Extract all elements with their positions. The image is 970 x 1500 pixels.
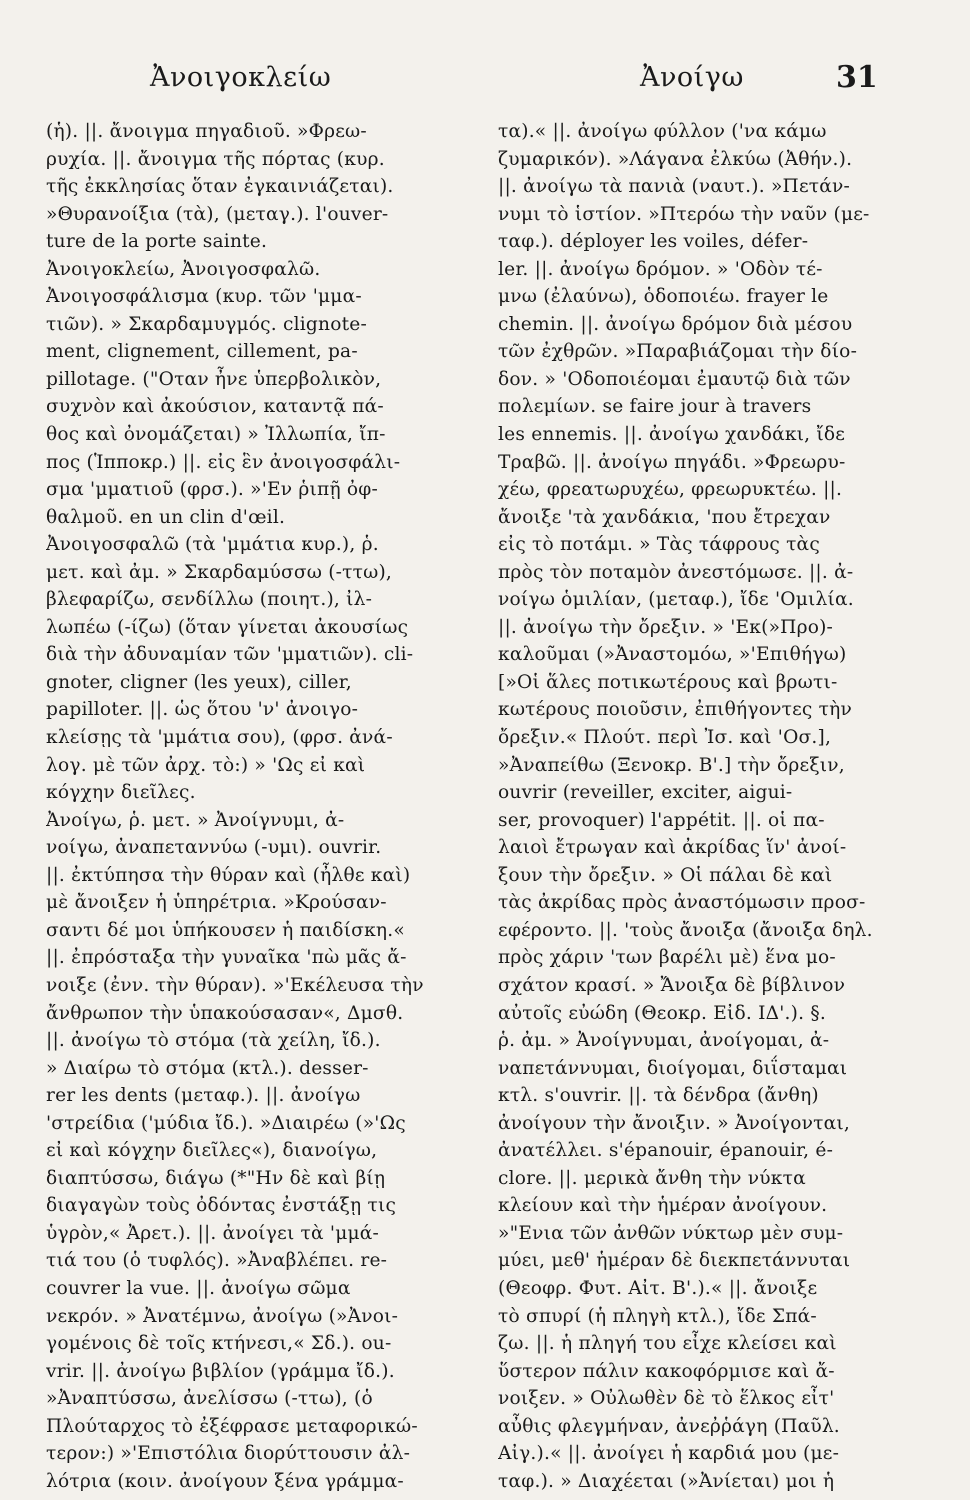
left-column-line: σαντι δέ μοι ὑπήκουσεν ἡ παιδίσκη.« bbox=[46, 919, 405, 941]
left-column-line: Ἀνοιγοσφαλῶ (τὰ 'μμάτια κυρ.), ῥ. bbox=[46, 534, 379, 556]
right-column-line: χέω, φρεατωρυχέω, φρεωρυκτέω. ||. bbox=[498, 479, 843, 501]
left-column-line: μετ. καὶ ἀμ. » Σκαρδαμύσσω (-ττω), bbox=[46, 561, 393, 583]
left-column-line: γομένοις δὲ τοῖς κτήνεσι,« Σδ.). ou- bbox=[46, 1333, 392, 1355]
left-column-line: Ἀνοίγω, ῥ. μετ. » Ἀνοίγνυμι, ἀ- bbox=[46, 809, 345, 831]
right-column-line: μνω (ἐλαύνω), ὁδοποιέω. frayer le bbox=[498, 286, 829, 308]
left-column-line: ||. ἐπρόσταξα τὴν γυναῖκα 'πὼ μᾶς ἄ- bbox=[46, 947, 407, 969]
left-column-line: »Θυρανοίξια (τὰ), (μεταγ.). l'ouver- bbox=[46, 203, 389, 225]
left-column-line: τιά του (ὁ τυφλός). »Ἀναβλέπει. re- bbox=[46, 1250, 388, 1272]
right-column-line: chemin. ||. ἀνοίγω δρόμον διὰ μέσου bbox=[498, 313, 853, 335]
right-column-line: καλοῦμαι (»Ἀναστομόω, »'Επιθήγω) bbox=[498, 644, 847, 666]
left-column-line: rer les dents (μεταφ.). ||. ἀνοίγω bbox=[46, 1085, 361, 1107]
right-column-line: ὕστερον πάλιν κακοφόρμισε καὶ ἄ- bbox=[498, 1360, 835, 1382]
right-column-line: πολεμίων. se faire jour à travers bbox=[498, 396, 812, 418]
right-column-line: ἀνοίγουν τὴν ἄνοιξιν. » Ἀνοίγονται, bbox=[498, 1112, 850, 1134]
right-column-line: τῶν ἐχθρῶν. »Παραβιάζομαι τὴν δίο- bbox=[498, 341, 858, 363]
right-column-line: αὐτοῖς εὐώδη (Θεοκρ. Εἰδ. ΙΔ'.). §. bbox=[498, 1002, 826, 1024]
left-column-line: ἄνθρωπον τὴν ὑπακούσασαν«, Δμσθ. bbox=[46, 1002, 404, 1024]
right-column-line: τα).« ||. ἀνοίγω φύλλον ('να κάμω bbox=[498, 121, 827, 142]
right-column-line: »"Ενια τῶν ἀνθῶν νύκτωρ μὲν συμ- bbox=[498, 1222, 844, 1244]
left-column-line: ture de la porte sainte. bbox=[46, 231, 268, 253]
right-column-line: τὰς ἀκρίδας πρὸς ἀναστόμωσιν προσ- bbox=[498, 892, 866, 914]
right-column-line: δον. » 'Οδοποιέομαι ἐμαυτῷ διὰ τῶν bbox=[498, 368, 851, 390]
left-column-line: λωπέω (-ίζω) (ὅταν γίνεται ἀκουσίως bbox=[46, 616, 409, 638]
right-column-line: κωτέρους ποιοῦσιν, ἐπιθήγοντες τὴν bbox=[498, 699, 852, 721]
right-column-line: κλείουν καὶ τὴν ἡμέραν ἀνοίγουν. bbox=[498, 1195, 828, 1217]
right-column-line: ||. ἀνοίγω τὴν ὄρεξιν. » 'Εκ(»Προ)- bbox=[498, 616, 834, 638]
right-column-line: εἰς τὸ ποτάμι. » Τὰς τάφρους τὰς bbox=[498, 534, 820, 556]
header-left-headword: Ἀνοιγοκλείω bbox=[150, 62, 332, 93]
left-column-line: gnoter, cligner (les yeux), ciller, bbox=[46, 671, 352, 693]
right-column-line: σχάτον κρασί. » Ἄνοιξα δὲ βίβλινον bbox=[498, 974, 846, 996]
right-column-line: πρὸς τὸν ποταμὸν ἀνεστόμωσε. ||. ἀ- bbox=[498, 561, 854, 583]
right-column-line: ὄρεξιν.« Πλούτ. περὶ Ἰσ. καὶ 'Οσ.], bbox=[498, 727, 832, 749]
left-column-line: vrir. ||. ἀνοίγω βιβλίον (γράμμα ἴδ.). bbox=[46, 1360, 395, 1382]
left-column-line: ||. ἀνοίγω τὸ στόμα (τὰ χείλη, ἴδ.). bbox=[46, 1030, 381, 1052]
left-column-line: ment, clignement, cillement, pa- bbox=[46, 341, 358, 363]
right-column-line: αὖθις φλεγμήναν, ἀνεῤῥάγη (Παῦλ. bbox=[498, 1415, 840, 1437]
right-column-line: τὸ σπυρί (ἡ πληγὴ κτλ.), ἴδε Σπά- bbox=[498, 1305, 817, 1327]
page-number: 31 bbox=[836, 60, 878, 95]
right-column-line: κτλ. s'ouvrir. ||. τὰ δένδρα (ἄνθη) bbox=[498, 1085, 819, 1107]
left-column bbox=[46, 118, 476, 1495]
right-column-line: νοιξεν. » Οὐλωθὲν δὲ τὸ ἕλκος εἶτ' bbox=[498, 1388, 835, 1410]
header-right-headword: Ἀνοίγω bbox=[640, 62, 744, 93]
left-column-line: ρυχία. ||. ἄνοιγμα τῆς πόρτας (κυρ. bbox=[46, 148, 385, 170]
right-column-line: ξουν τὴν ὄρεξιν. » Οἱ πάλαι δὲ καὶ bbox=[498, 864, 833, 886]
left-column-line: ||. ἐκτύπησα τὴν θύραν καὶ (ἦλθε καὶ) bbox=[46, 864, 411, 886]
left-column-line: μὲ ἄνοιξεν ἡ ὑπηρέτρια. »Κρούσαν- bbox=[46, 892, 387, 914]
right-column-line: les ennemis. ||. ἀνοίγω χανδάκι, ἴδε bbox=[498, 424, 846, 446]
left-column-line: Πλούταρχος τὸ ἐξέφρασε μεταφορικώ- bbox=[46, 1415, 418, 1437]
left-column-line: συχνὸν καὶ ἀκούσιον, καταντᾷ πά- bbox=[46, 396, 384, 418]
right-column-line: ζω. ||. ἡ πληγή του εἶχε κλείσει καὶ bbox=[498, 1333, 837, 1355]
right-column-line: (Θεοφρ. Φυτ. Αἰτ. Β'.).« ||. ἄνοιξε bbox=[498, 1277, 818, 1299]
left-column-line: διὰ τὴν ἀδυναμίαν τῶν 'μματιῶν). cli- bbox=[46, 644, 414, 666]
left-column-line: τερον:) »'Επιστόλια διορύττουσιν ἀλ- bbox=[46, 1443, 411, 1465]
left-column-line: » Διαίρω τὸ στόμα (κτλ.). desser- bbox=[46, 1057, 369, 1079]
left-column-line: τιῶν). » Σκαρδαμυγμός. clignote- bbox=[46, 313, 367, 335]
right-column-line: μύει, μεθ' ἡμέραν δὲ διεκπετάννυται bbox=[498, 1250, 851, 1272]
running-head bbox=[0, 62, 970, 102]
left-column-line: λογ. μὲ τῶν ἀρχ. τὸ:) » 'Ως εἰ καὶ bbox=[46, 754, 366, 776]
left-column-line: »Ἀναπτύσσω, ἀνελίσσω (-ττω), (ὁ bbox=[46, 1388, 373, 1410]
right-column bbox=[498, 118, 928, 1495]
left-column-line: τῆς ἐκκλησίας ὅταν ἐγκαινιάζεται). bbox=[46, 176, 394, 198]
left-column-line: λότρια (κοιν. ἀνοίγουν ξένα γράμμα- bbox=[46, 1470, 404, 1492]
right-column-line: λαιοὶ ἔτρωγαν καὶ ἀκρίδας ἵν' ἀνοί- bbox=[498, 837, 847, 859]
right-column-line: ||. ἀνοίγω τὰ πανιὰ (ναυτ.). »Πετάν- bbox=[498, 176, 851, 198]
right-column-line: ταφ.). » Διαχέεται (»Ἀνίεται) μοι ἡ bbox=[498, 1470, 835, 1492]
left-column-line: Ἀνοιγοσφάλισμα (κυρ. τῶν 'μμα- bbox=[46, 286, 362, 308]
left-column-line: Ἀνοιγοκλείω, Ἀνοιγοσφαλῶ. bbox=[46, 258, 321, 280]
left-column-line: papilloter. ||. ὡς ὅτου 'ν' ἀνοιγο- bbox=[46, 699, 359, 721]
right-column-line: πρὸς χάριν 'των βαρέλι μὲ) ἕνα μο- bbox=[498, 947, 836, 969]
left-column-line: θαλμοῦ. en un clin d'œil. bbox=[46, 506, 286, 528]
left-column-line: εἰ καὶ κόγχην διεῖλες«), διανοίγω, bbox=[46, 1140, 378, 1162]
right-column-line: ζυμαρικόν). »Λάγανα ἐλκύω (Ἀθήν.). bbox=[498, 148, 853, 170]
right-column-line: clore. ||. μερικὰ ἄνθη τὴν νύκτα bbox=[498, 1167, 806, 1189]
left-column-line: θος καὶ ὀνομάζεται) » Ἰλλωπία, ἴπ- bbox=[46, 424, 386, 446]
right-column-line: ῥ. ἀμ. » Ἀνοίγνυμαι, ἀνοίγομαι, ἀ- bbox=[498, 1030, 830, 1052]
right-column-line: ser, provoquer) l'appétit. ||. οἱ πα- bbox=[498, 809, 825, 831]
right-column-line: νοίγω ὁμιλίαν, (μεταφ.), ἴδε 'Ομιλία. bbox=[498, 589, 854, 611]
left-column-line: πος (Ἱπποκρ.) ||. εἰς ἓν ἀνοιγοσφάλι- bbox=[46, 451, 401, 473]
right-column-line: εφέροντο. ||. 'τοὺς ἄνοιξα (ἄνοιξα δηλ. bbox=[498, 919, 873, 941]
right-column-line: ἄνοιξε 'τὰ χανδάκια, 'που ἔτρεχαν bbox=[498, 506, 831, 528]
right-column-line: ἀνατέλλει. s'épanouir, épanouir, é- bbox=[498, 1140, 834, 1162]
right-column-line: Αἰγ.).« ||. ἀνοίγει ἡ καρδιά μου (με- bbox=[498, 1443, 840, 1465]
left-column-line: couvrer la vue. ||. ἀνοίγω σῶμα bbox=[46, 1277, 351, 1299]
left-column-line: (ἡ). ||. ἄνοιγμα πηγαδιοῦ. »Φρεω- bbox=[46, 121, 367, 142]
left-column-line: κλείσῃς τὰ 'μμάτια σου), (φρσ. ἀνά- bbox=[46, 727, 393, 749]
right-column-line: Τραβῶ. ||. ἀνοίγω πηγάδι. »Φρεωρυ- bbox=[498, 451, 846, 473]
left-column-line: νεκρόν. » Ἀνατέμνω, ἀνοίγω (»Ἀνοι- bbox=[46, 1305, 399, 1327]
right-column-line: ouvrir (reveiller, exciter, aigui- bbox=[498, 782, 793, 804]
right-column-line: ταφ.). déployer les voiles, défer- bbox=[498, 231, 809, 253]
left-column-line: 'στρείδια ('μύδια ἴδ.). »Διαιρέω (»'Ως bbox=[46, 1112, 406, 1134]
left-column-line: ὑγρὸν,« Ἀρετ.). ||. ἀνοίγει τὰ 'μμά- bbox=[46, 1222, 380, 1244]
left-column-line: διαπτύσσω, διάγω (*"Ην δὲ καὶ βίῃ bbox=[46, 1167, 386, 1189]
left-column-line: βλεφαρίζω, σενδίλλω (ποιητ.), ἰλ- bbox=[46, 589, 373, 611]
right-column-line: ναπετάννυμαι, διοίγομαι, διΐσταμαι bbox=[498, 1057, 848, 1079]
left-column-line: νοιξε (ἐνν. τὴν θύραν). »'Εκέλευσα τὴν bbox=[46, 974, 424, 996]
left-column-line: κόγχην διεῖλες. bbox=[46, 782, 196, 804]
right-column-line: [»Οἱ ἅλες ποτικωτέρους καὶ βρωτι- bbox=[498, 671, 838, 693]
left-column-line: νοίγω, ἀναπεταννύω (-υμι). ouvrir. bbox=[46, 837, 382, 859]
right-column-line: »Ἀναπείθω (Ξενοκρ. Β'.] τὴν ὄρεξιν, bbox=[498, 754, 845, 776]
left-column-line: pillotage. ("Οταν ἦνε ὑπερβολικὸν, bbox=[46, 368, 382, 390]
right-column-line: νυμι τὸ ἱστίον. »Πτερόω τὴν ναῦν (με- bbox=[498, 203, 870, 225]
left-column-line: σμα 'μματιοῦ (φρσ.). »'Εν ῥιπῇ ὀφ- bbox=[46, 479, 379, 501]
right-column-line: ler. ||. ἀνοίγω δρόμον. » 'Οδὸν τέ- bbox=[498, 258, 823, 280]
left-column-line: διαγαγὼν τοὺς ὀδόντας ἐνστάξῃ τις bbox=[46, 1195, 397, 1217]
